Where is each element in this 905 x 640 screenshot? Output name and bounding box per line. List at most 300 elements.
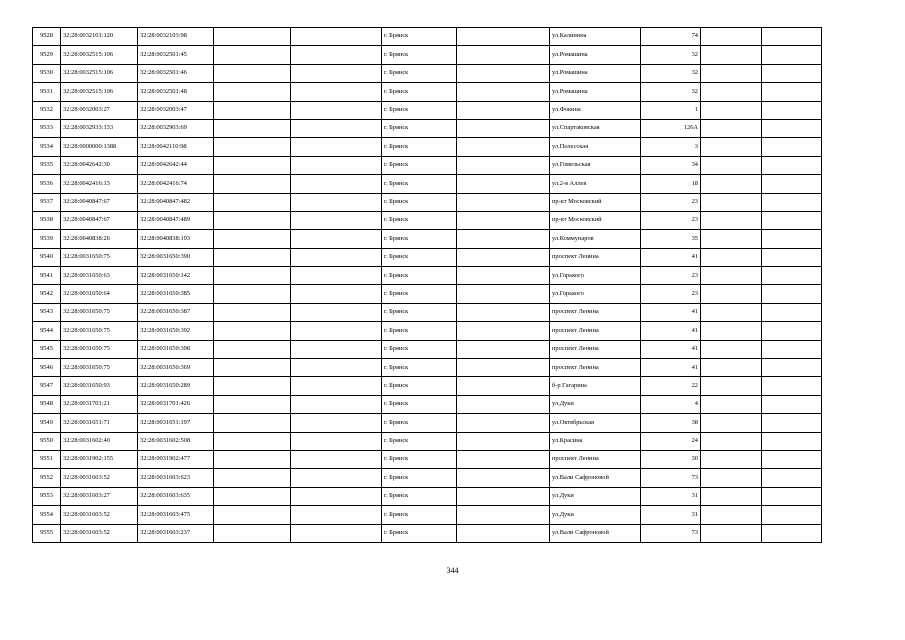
- empty-cell: [214, 46, 291, 64]
- empty-cell: [457, 487, 550, 505]
- house-number-cell: 35: [641, 230, 701, 248]
- empty-cell: [457, 230, 550, 248]
- object-cadastral-cell: 32:28:0032501:46: [138, 64, 214, 82]
- table-row: [33, 193, 822, 211]
- object-cadastral-cell: 32:28:0032903:69: [138, 119, 214, 137]
- object-cadastral-cell: 32:28:0031603:475: [138, 506, 214, 524]
- street-cell: проспект Ленина: [550, 340, 641, 358]
- empty-cell: [762, 175, 822, 193]
- object-cadastral-cell: 32:28:0042416:74: [138, 175, 214, 193]
- empty-cell: [457, 119, 550, 137]
- empty-cell: [214, 101, 291, 119]
- parcel-cadastral-cell: 32:28:0031651:71: [61, 414, 138, 432]
- empty-cell: [457, 469, 550, 487]
- street-cell: пр-кт Московский: [550, 193, 641, 211]
- parcel-cadastral-cell: 32:28:0031602:40: [61, 432, 138, 450]
- empty-cell: [762, 230, 822, 248]
- house-number-cell: 4: [641, 395, 701, 413]
- empty-cell: [214, 395, 291, 413]
- parcel-cadastral-cell: 32:28:0031650:75: [61, 322, 138, 340]
- empty-cell: [701, 303, 762, 321]
- empty-cell: [762, 211, 822, 229]
- empty-cell: [701, 193, 762, 211]
- row-number-cell: 9555: [33, 524, 61, 542]
- empty-cell: [214, 450, 291, 468]
- empty-cell: [457, 64, 550, 82]
- row-number-cell: 9540: [33, 248, 61, 266]
- row-number-cell: 9550: [33, 432, 61, 450]
- row-number-cell: 9544: [33, 322, 61, 340]
- table-row: [33, 432, 822, 450]
- empty-cell: [214, 248, 291, 266]
- empty-cell: [291, 377, 382, 395]
- empty-cell: [457, 432, 550, 450]
- empty-cell: [457, 340, 550, 358]
- empty-cell: [291, 524, 382, 542]
- table-row: [33, 101, 822, 119]
- empty-cell: [291, 211, 382, 229]
- empty-cell: [762, 340, 822, 358]
- city-cell: г. Брянск: [382, 322, 457, 340]
- empty-cell: [291, 487, 382, 505]
- empty-cell: [762, 377, 822, 395]
- house-number-cell: 31: [641, 506, 701, 524]
- table-row: [33, 211, 822, 229]
- object-cadastral-cell: 32:28:0031701:426: [138, 395, 214, 413]
- object-cadastral-cell: 32:28:0040847:489: [138, 211, 214, 229]
- parcel-cadastral-cell: 32:28:0032515:106: [61, 83, 138, 101]
- parcel-cadastral-cell: 32:28:0031650:75: [61, 340, 138, 358]
- empty-cell: [214, 138, 291, 156]
- row-number-cell: 9533: [33, 119, 61, 137]
- parcel-cadastral-cell: 32:28:0032515:106: [61, 46, 138, 64]
- object-cadastral-cell: 32:28:0040847:482: [138, 193, 214, 211]
- row-number-cell: 9534: [33, 138, 61, 156]
- street-cell: ул.Калинина: [550, 28, 641, 46]
- empty-cell: [457, 322, 550, 340]
- empty-cell: [457, 175, 550, 193]
- city-cell: г. Брянск: [382, 524, 457, 542]
- empty-cell: [701, 377, 762, 395]
- parcel-cadastral-cell: 32:28:0031603:52: [61, 506, 138, 524]
- empty-cell: [214, 359, 291, 377]
- empty-cell: [701, 156, 762, 174]
- parcel-cadastral-cell: 32:28:0040847:67: [61, 211, 138, 229]
- row-number-cell: 9542: [33, 285, 61, 303]
- house-number-cell: 38: [641, 414, 701, 432]
- empty-cell: [291, 230, 382, 248]
- empty-cell: [762, 119, 822, 137]
- empty-cell: [291, 64, 382, 82]
- empty-cell: [291, 432, 382, 450]
- empty-cell: [701, 101, 762, 119]
- city-cell: г. Брянск: [382, 248, 457, 266]
- street-cell: ул.Вали Сафроновой: [550, 469, 641, 487]
- city-cell: г. Брянск: [382, 340, 457, 358]
- empty-cell: [291, 414, 382, 432]
- empty-cell: [457, 414, 550, 432]
- empty-cell: [291, 248, 382, 266]
- empty-cell: [291, 450, 382, 468]
- empty-cell: [291, 506, 382, 524]
- empty-cell: [762, 322, 822, 340]
- street-cell: ул.2-я Аллея: [550, 175, 641, 193]
- page-number: 344: [446, 566, 459, 575]
- house-number-cell: 32: [641, 83, 701, 101]
- empty-cell: [457, 359, 550, 377]
- row-number-cell: 9548: [33, 395, 61, 413]
- street-cell: ул.Дуки: [550, 487, 641, 505]
- parcel-cadastral-cell: 32:28:0031650:63: [61, 267, 138, 285]
- empty-cell: [214, 377, 291, 395]
- row-number-cell: 9545: [33, 340, 61, 358]
- city-cell: г. Брянск: [382, 285, 457, 303]
- city-cell: г. Брянск: [382, 211, 457, 229]
- row-number-cell: 9536: [33, 175, 61, 193]
- empty-cell: [214, 469, 291, 487]
- table-row: [33, 267, 822, 285]
- empty-cell: [214, 28, 291, 46]
- empty-cell: [701, 248, 762, 266]
- street-cell: ул.Ромашина: [550, 64, 641, 82]
- house-number-cell: 34: [641, 156, 701, 174]
- empty-cell: [457, 138, 550, 156]
- object-cadastral-cell: 32:28:0031602:508: [138, 432, 214, 450]
- table-body: [33, 28, 822, 543]
- house-number-cell: 31: [641, 487, 701, 505]
- empty-cell: [291, 395, 382, 413]
- street-cell: ул.Ромашина: [550, 46, 641, 64]
- table-row: [33, 83, 822, 101]
- empty-cell: [457, 28, 550, 46]
- table-row: [33, 322, 822, 340]
- table-row: [33, 487, 822, 505]
- empty-cell: [214, 487, 291, 505]
- empty-cell: [762, 101, 822, 119]
- table-row: [33, 119, 822, 137]
- empty-cell: [457, 193, 550, 211]
- parcel-cadastral-cell: 32:28:0031902:155: [61, 450, 138, 468]
- table-row: [33, 46, 822, 64]
- street-cell: проспект Ленина: [550, 450, 641, 468]
- empty-cell: [762, 432, 822, 450]
- object-cadastral-cell: 32:28:0040838:193: [138, 230, 214, 248]
- empty-cell: [214, 414, 291, 432]
- empty-cell: [457, 285, 550, 303]
- street-cell: проспект Ленина: [550, 248, 641, 266]
- empty-cell: [701, 83, 762, 101]
- empty-cell: [291, 340, 382, 358]
- street-cell: ул.Дуки: [550, 506, 641, 524]
- empty-cell: [214, 340, 291, 358]
- empty-cell: [214, 64, 291, 82]
- object-cadastral-cell: 32:28:0032501:48: [138, 83, 214, 101]
- row-number-cell: 9551: [33, 450, 61, 468]
- parcel-cadastral-cell: 32:28:0031650:75: [61, 359, 138, 377]
- object-cadastral-cell: 32:28:0031902:477: [138, 450, 214, 468]
- object-cadastral-cell: 32:28:0031603:237: [138, 524, 214, 542]
- empty-cell: [457, 156, 550, 174]
- empty-cell: [214, 432, 291, 450]
- empty-cell: [457, 450, 550, 468]
- city-cell: г. Брянск: [382, 414, 457, 432]
- house-number-cell: 41: [641, 340, 701, 358]
- empty-cell: [291, 285, 382, 303]
- street-cell: пр-кт Московский: [550, 211, 641, 229]
- table-row: [33, 377, 822, 395]
- row-number-cell: 9535: [33, 156, 61, 174]
- city-cell: г. Брянск: [382, 138, 457, 156]
- parcel-cadastral-cell: 32:28:0040838:26: [61, 230, 138, 248]
- city-cell: г. Брянск: [382, 119, 457, 137]
- row-number-cell: 9549: [33, 414, 61, 432]
- object-cadastral-cell: 32:28:0031650:390: [138, 248, 214, 266]
- row-number-cell: 9528: [33, 28, 61, 46]
- parcel-cadastral-cell: 32:28:0032933:133: [61, 119, 138, 137]
- empty-cell: [457, 303, 550, 321]
- house-number-cell: 24: [641, 432, 701, 450]
- empty-cell: [291, 46, 382, 64]
- empty-cell: [701, 267, 762, 285]
- object-cadastral-cell: 32:28:0031650:289: [138, 377, 214, 395]
- empty-cell: [701, 450, 762, 468]
- empty-cell: [762, 414, 822, 432]
- empty-cell: [457, 211, 550, 229]
- object-cadastral-cell: 32:28:0031651:197: [138, 414, 214, 432]
- street-cell: ул.Фокина: [550, 101, 641, 119]
- object-cadastral-cell: 32:28:0031650:385: [138, 285, 214, 303]
- street-cell: проспект Ленина: [550, 359, 641, 377]
- empty-cell: [701, 487, 762, 505]
- house-number-cell: 23: [641, 193, 701, 211]
- empty-cell: [214, 506, 291, 524]
- empty-cell: [457, 395, 550, 413]
- empty-cell: [291, 138, 382, 156]
- house-number-cell: 23: [641, 285, 701, 303]
- empty-cell: [762, 469, 822, 487]
- house-number-cell: 18: [641, 175, 701, 193]
- house-number-cell: 74: [641, 28, 701, 46]
- house-number-cell: 73: [641, 469, 701, 487]
- empty-cell: [762, 359, 822, 377]
- empty-cell: [762, 487, 822, 505]
- parcel-cadastral-cell: 32:28:0031650:75: [61, 303, 138, 321]
- house-number-cell: 30: [641, 450, 701, 468]
- parcel-cadastral-cell: 32:28:0031701:21: [61, 395, 138, 413]
- row-number-cell: 9530: [33, 64, 61, 82]
- object-cadastral-cell: 32:28:0031650:369: [138, 359, 214, 377]
- empty-cell: [214, 267, 291, 285]
- parcel-cadastral-cell: 32:28:0000000:1388: [61, 138, 138, 156]
- empty-cell: [762, 285, 822, 303]
- object-cadastral-cell: 32:28:0042642:44: [138, 156, 214, 174]
- empty-cell: [291, 322, 382, 340]
- empty-cell: [214, 322, 291, 340]
- parcel-cadastral-cell: 32:28:0042416:13: [61, 175, 138, 193]
- empty-cell: [701, 64, 762, 82]
- city-cell: г. Брянск: [382, 101, 457, 119]
- street-cell: ул.Красина: [550, 432, 641, 450]
- register-table: [32, 27, 822, 543]
- empty-cell: [701, 28, 762, 46]
- empty-cell: [701, 322, 762, 340]
- empty-cell: [291, 119, 382, 137]
- empty-cell: [214, 156, 291, 174]
- house-number-cell: 23: [641, 267, 701, 285]
- empty-cell: [762, 193, 822, 211]
- row-number-cell: 9546: [33, 359, 61, 377]
- empty-cell: [762, 46, 822, 64]
- empty-cell: [457, 46, 550, 64]
- street-cell: ул.Вали Сафроновой: [550, 524, 641, 542]
- empty-cell: [701, 211, 762, 229]
- empty-cell: [214, 303, 291, 321]
- city-cell: г. Брянск: [382, 450, 457, 468]
- empty-cell: [762, 64, 822, 82]
- empty-cell: [457, 101, 550, 119]
- empty-cell: [762, 506, 822, 524]
- house-number-cell: 41: [641, 359, 701, 377]
- parcel-cadastral-cell: 32:28:0031603:27: [61, 487, 138, 505]
- street-cell: проспект Ленина: [550, 303, 641, 321]
- house-number-cell: 22: [641, 377, 701, 395]
- street-cell: проспект Ленина: [550, 322, 641, 340]
- table-row: [33, 395, 822, 413]
- parcel-cadastral-cell: 32:28:0031650:75: [61, 248, 138, 266]
- house-number-cell: 1: [641, 101, 701, 119]
- empty-cell: [291, 193, 382, 211]
- parcel-cadastral-cell: 32:28:0031603:52: [61, 524, 138, 542]
- city-cell: г. Брянск: [382, 156, 457, 174]
- row-number-cell: 9531: [33, 83, 61, 101]
- empty-cell: [701, 340, 762, 358]
- street-cell: ул.Дуки: [550, 395, 641, 413]
- object-cadastral-cell: 32:28:0032501:45: [138, 46, 214, 64]
- empty-cell: [214, 524, 291, 542]
- city-cell: г. Брянск: [382, 28, 457, 46]
- street-cell: ул.Октябрьская: [550, 414, 641, 432]
- city-cell: г. Брянск: [382, 303, 457, 321]
- empty-cell: [701, 359, 762, 377]
- table-row: [33, 175, 822, 193]
- house-number-cell: 73: [641, 524, 701, 542]
- table-row: [33, 303, 822, 321]
- table-row: [33, 359, 822, 377]
- object-cadastral-cell: 32:28:0032103:98: [138, 28, 214, 46]
- city-cell: г. Брянск: [382, 487, 457, 505]
- row-number-cell: 9538: [33, 211, 61, 229]
- street-cell: б-р Гагарина: [550, 377, 641, 395]
- empty-cell: [291, 28, 382, 46]
- empty-cell: [457, 267, 550, 285]
- parcel-cadastral-cell: 32:28:0031603:52: [61, 469, 138, 487]
- empty-cell: [457, 524, 550, 542]
- city-cell: г. Брянск: [382, 175, 457, 193]
- empty-cell: [701, 175, 762, 193]
- empty-cell: [762, 83, 822, 101]
- empty-cell: [762, 28, 822, 46]
- street-cell: ул.Горького: [550, 285, 641, 303]
- row-number-cell: 9529: [33, 46, 61, 64]
- empty-cell: [701, 432, 762, 450]
- city-cell: г. Брянск: [382, 395, 457, 413]
- city-cell: г. Брянск: [382, 432, 457, 450]
- table-row: [33, 450, 822, 468]
- row-number-cell: 9541: [33, 267, 61, 285]
- row-number-cell: 9552: [33, 469, 61, 487]
- object-cadastral-cell: 32:28:0031650:387: [138, 303, 214, 321]
- city-cell: г. Брянск: [382, 267, 457, 285]
- house-number-cell: 32: [641, 46, 701, 64]
- empty-cell: [701, 469, 762, 487]
- empty-cell: [701, 138, 762, 156]
- empty-cell: [701, 414, 762, 432]
- house-number-cell: 41: [641, 303, 701, 321]
- empty-cell: [701, 46, 762, 64]
- empty-cell: [457, 506, 550, 524]
- parcel-cadastral-cell: 32:28:0032515:106: [61, 64, 138, 82]
- city-cell: г. Брянск: [382, 377, 457, 395]
- house-number-cell: 32: [641, 64, 701, 82]
- street-cell: ул.Коммунаров: [550, 230, 641, 248]
- parcel-cadastral-cell: 32:28:0042642:30: [61, 156, 138, 174]
- table-row: [33, 28, 822, 46]
- parcel-cadastral-cell: 32:28:0031650:93: [61, 377, 138, 395]
- city-cell: г. Брянск: [382, 64, 457, 82]
- table-row: [33, 230, 822, 248]
- empty-cell: [214, 175, 291, 193]
- row-number-cell: 9547: [33, 377, 61, 395]
- empty-cell: [762, 267, 822, 285]
- object-cadastral-cell: 32:28:0032003:47: [138, 101, 214, 119]
- empty-cell: [762, 156, 822, 174]
- object-cadastral-cell: 32:28:0031650:398: [138, 340, 214, 358]
- object-cadastral-cell: 32:28:0042110:98: [138, 138, 214, 156]
- empty-cell: [701, 285, 762, 303]
- parcel-cadastral-cell: 32:28:0040847:67: [61, 193, 138, 211]
- table-row: [33, 156, 822, 174]
- table-row: [33, 524, 822, 542]
- city-cell: г. Брянск: [382, 506, 457, 524]
- empty-cell: [762, 303, 822, 321]
- empty-cell: [214, 83, 291, 101]
- empty-cell: [291, 359, 382, 377]
- parcel-cadastral-cell: 32:28:0032003:27: [61, 101, 138, 119]
- city-cell: г. Брянск: [382, 230, 457, 248]
- empty-cell: [214, 285, 291, 303]
- empty-cell: [762, 450, 822, 468]
- parcel-cadastral-cell: 32:28:0032101:120: [61, 28, 138, 46]
- street-cell: ул.Полесская: [550, 138, 641, 156]
- city-cell: г. Брянск: [382, 469, 457, 487]
- row-number-cell: 9539: [33, 230, 61, 248]
- table-row: [33, 340, 822, 358]
- empty-cell: [214, 211, 291, 229]
- house-number-cell: 23: [641, 211, 701, 229]
- table-row: [33, 64, 822, 82]
- empty-cell: [214, 119, 291, 137]
- table-row: [33, 506, 822, 524]
- empty-cell: [291, 83, 382, 101]
- parcel-cadastral-cell: 32:28:0031650:64: [61, 285, 138, 303]
- empty-cell: [701, 524, 762, 542]
- house-number-cell: 41: [641, 248, 701, 266]
- empty-cell: [291, 303, 382, 321]
- table-row: [33, 414, 822, 432]
- street-cell: ул.Горького: [550, 267, 641, 285]
- row-number-cell: 9553: [33, 487, 61, 505]
- row-number-cell: 9554: [33, 506, 61, 524]
